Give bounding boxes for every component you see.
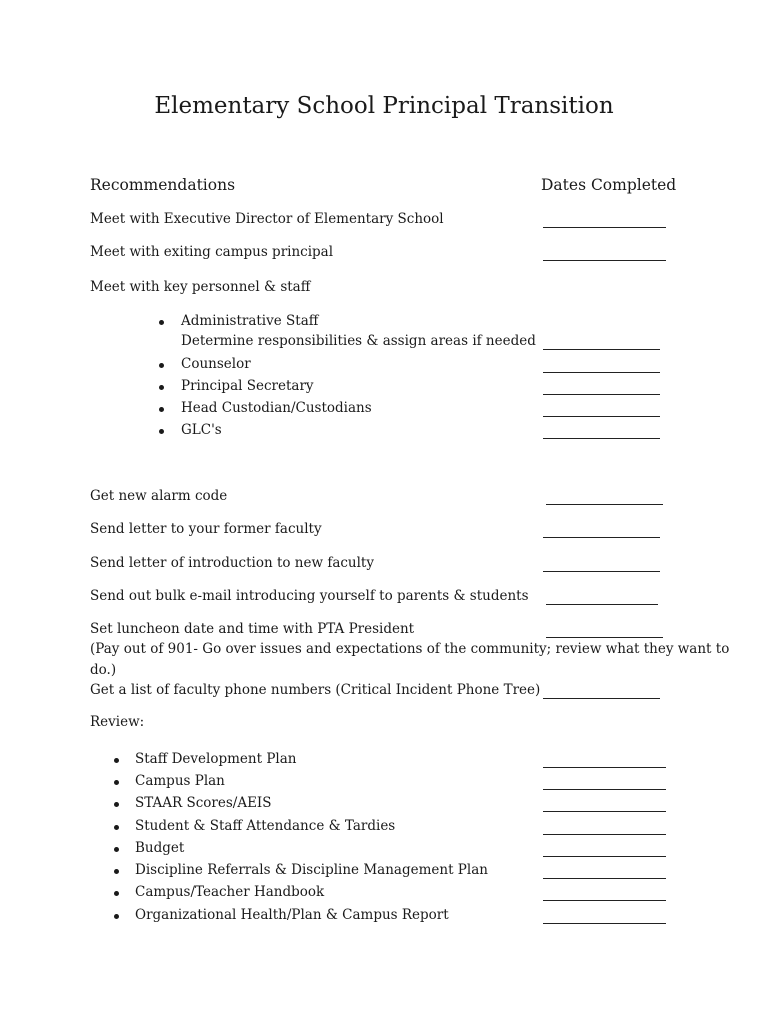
date-blank-principal-secretary[interactable] bbox=[543, 394, 660, 395]
date-blank-review-4[interactable] bbox=[543, 834, 666, 835]
bullet-icon bbox=[114, 891, 119, 896]
item-meet-exec-director: Meet with Executive Director of Elementary School bbox=[90, 211, 444, 227]
recommendations-header: Recommendations bbox=[90, 176, 236, 194]
bullet-icon bbox=[114, 758, 119, 763]
item-meet-key-personnel: Meet with key personnel & staff bbox=[90, 279, 311, 295]
review-item-attendance: Student & Staff Attendance & Tardies bbox=[135, 818, 396, 834]
date-blank-exec-director[interactable] bbox=[543, 227, 666, 228]
bullet-icon bbox=[114, 914, 119, 919]
task-letter-new-faculty: Send letter of introduction to new faculty bbox=[90, 555, 374, 571]
date-blank-review-7[interactable] bbox=[543, 900, 666, 901]
personnel-item-glcs: GLC's bbox=[181, 422, 222, 438]
bullet-icon bbox=[114, 847, 119, 852]
review-item-handbook: Campus/Teacher Handbook bbox=[135, 884, 325, 900]
date-blank-luncheon[interactable] bbox=[546, 637, 663, 638]
task-bulk-email: Send out bulk e-mail introducing yourself to parents & students bbox=[90, 588, 529, 604]
date-blank-review-1[interactable] bbox=[543, 767, 666, 768]
review-item-staff-development: Staff Development Plan bbox=[135, 751, 297, 767]
date-blank-review-2[interactable] bbox=[543, 789, 666, 790]
review-item-discipline: Discipline Referrals & Discipline Management Plan bbox=[135, 862, 488, 878]
review-item-budget: Budget bbox=[135, 840, 185, 856]
date-blank-phone-list[interactable] bbox=[543, 698, 660, 699]
task-luncheon-note-cont: do.) bbox=[90, 662, 117, 678]
review-item-campus-plan: Campus Plan bbox=[135, 773, 225, 789]
bullet-icon bbox=[159, 429, 164, 434]
document-title: Elementary School Principal Transition bbox=[154, 93, 614, 119]
bullet-icon bbox=[159, 320, 164, 325]
personnel-item-admin-staff: Administrative Staff bbox=[181, 313, 319, 329]
date-blank-head-custodian[interactable] bbox=[543, 416, 660, 417]
task-letter-former-faculty: Send letter to your former faculty bbox=[90, 521, 322, 537]
date-blank-review-8[interactable] bbox=[543, 923, 666, 924]
date-blank-bulk-email[interactable] bbox=[546, 604, 658, 605]
dates-completed-header: Dates Completed bbox=[541, 176, 677, 194]
date-blank-letter-new[interactable] bbox=[543, 571, 660, 572]
bullet-icon bbox=[114, 825, 119, 830]
date-blank-letter-former[interactable] bbox=[543, 537, 660, 538]
review-item-organizational-health: Organizational Health/Plan & Campus Report bbox=[135, 907, 449, 923]
date-blank-review-6[interactable] bbox=[543, 878, 666, 879]
bullet-icon bbox=[159, 385, 164, 390]
bullet-icon bbox=[114, 780, 119, 785]
task-phone-list: Get a list of faculty phone numbers (Critical Incident Phone Tree) bbox=[90, 682, 541, 698]
task-luncheon-note: (Pay out of 901- Go over issues and expectations of the community; review what they want to bbox=[90, 641, 730, 657]
task-luncheon: Set luncheon date and time with PTA President bbox=[90, 621, 415, 637]
personnel-item-admin-staff-note: Determine responsibilities & assign areas if needed bbox=[181, 333, 536, 349]
bullet-icon bbox=[159, 363, 164, 368]
item-meet-exiting-principal: Meet with exiting campus principal bbox=[90, 244, 334, 260]
task-alarm-code: Get new alarm code bbox=[90, 488, 228, 504]
personnel-item-head-custodian: Head Custodian/Custodians bbox=[181, 400, 372, 416]
date-blank-alarm-code[interactable] bbox=[546, 504, 663, 505]
personnel-item-principal-secretary: Principal Secretary bbox=[181, 378, 314, 394]
date-blank-review-5[interactable] bbox=[543, 856, 666, 857]
date-blank-exiting-principal[interactable] bbox=[543, 260, 666, 261]
date-blank-counselor[interactable] bbox=[543, 372, 660, 373]
personnel-item-counselor: Counselor bbox=[181, 356, 251, 372]
date-blank-glcs[interactable] bbox=[543, 438, 660, 439]
date-blank-review-3[interactable] bbox=[543, 811, 666, 812]
bullet-icon bbox=[114, 869, 119, 874]
review-label: Review: bbox=[90, 714, 145, 730]
bullet-icon bbox=[159, 407, 164, 412]
date-blank-admin-staff[interactable] bbox=[543, 349, 660, 350]
bullet-icon bbox=[114, 802, 119, 807]
review-item-staar-scores: STAAR Scores/AEIS bbox=[135, 795, 272, 811]
